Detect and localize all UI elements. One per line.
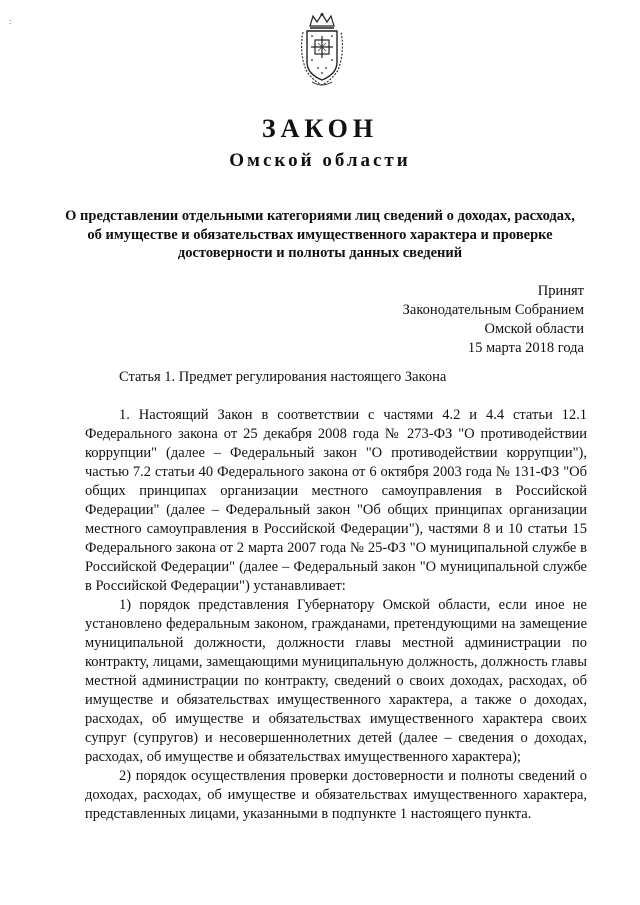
- article-body: [85, 406, 587, 824]
- article-title: Статья 1. Предмет регулирования настоящего Закона: [119, 369, 447, 385]
- adoption-block: [403, 282, 584, 358]
- adoption-date: 15 марта 2018 года: [467, 340, 584, 356]
- document-title: ЗАКОН: [261, 114, 379, 143]
- adoption-line: Омской области: [484, 321, 584, 337]
- adoption-line: Законодательным Собранием: [402, 302, 584, 318]
- paragraph: 1. Настоящий Закон в соответствии с частями 4.2 и 4.4 статьи 12.1 Федерального закона от 25 декабря 2008 года № 273-ФЗ "О противодействии коррупции" (далее – Федеральный закон "О противодействии коррупции"), частью 7.2 статьи 40 Федерального закона от 6 октября 2003 года № 131-ФЗ "Об общих принципах организации местного самоуправления в Российской Федерации" (далее – Федеральный закон "Об общих принципах организации местного самоуправления в Российской Федерации"), частями 8 и 10 статьи 15 Федерального закона от 2 марта 2007 года № 25-ФЗ "О муниципальной службе в Российской Федерации" (далее – Федеральный закон "О муниципальной службе в Российской Федерации") устанавливает:: [85, 407, 587, 594]
- omsk-region-coat-of-arms-icon: [298, 12, 346, 88]
- adoption-line: Принят: [537, 283, 584, 299]
- document-subtitle: Омской области: [229, 150, 411, 171]
- law-heading: О представлении отдельными категориями лиц сведений о доходах, расходах, об имуществе и обязательствах имущественного характера и проверке достоверности и полноты данных сведений: [65, 208, 575, 261]
- margin-mark: :: [9, 17, 12, 26]
- paragraph: 2) порядок осуществления проверки достоверности и полноты сведений о доходах, расходах, об имуществе и обязательствах имущественного характера, представленных лицами, указанными в подпункте 1 настоящего пункта.: [85, 768, 587, 822]
- paragraph: 1) порядок представления Губернатору Омской области, если иное не установлено федеральным законом, гражданами, претендующими на замещение муниципальной должности, должности главы местной администрации по контракту, лицами, замещающими муниципальную должность, должность главы местной администрации по контракту, сведений о своих доходах, расходах, об имуществе и обязательствах имущественного характера, а также о доходах, расходах, об имуществе и обязательствах имущественного характера своих супруг (супругов) и несовершеннолетних детей (далее – сведения о доходах, расходах, об имуществе и обязательствах имущественного характера);: [85, 597, 587, 765]
